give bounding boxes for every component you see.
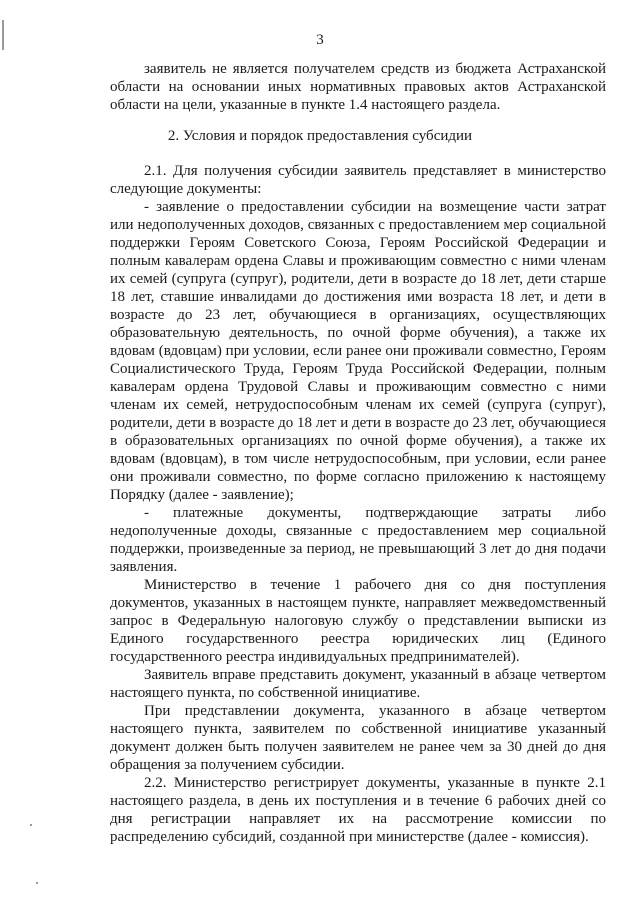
scan-speck xyxy=(30,824,32,826)
paragraph-document-validity: При представлении документа, указанного в абзаце четвертом настоящего пункта, заявителем по собственной инициативе указанный документ должен быть получен заявителем не ранее чем за 30 дней до дня обращения за получением субсидии. xyxy=(110,703,606,773)
paragraph-applicant-right: Заявитель вправе представить документ, указанный в абзаце четвертом настоящего пункта, по собственной инициативе. xyxy=(110,667,606,701)
intro-paragraph: заявитель не является получателем средств из бюджета Астраханской области на основании иных нормативных правовых актов Астраханской области на цели, указанные в пункте 1.4 настоящего раздела. xyxy=(110,61,606,113)
paragraph-2-2: 2.2. Министерство регистрирует документы, указанные в пункте 2.1 настоящего раздела, в день их поступления и в течение 6 рабочих дней со дня регистрации направляет их на рассмотрение комиссии по распределению субсидий, созданной при министерстве (далее - комиссия). xyxy=(110,775,606,845)
paragraph-ministry-request: Министерство в течение 1 рабочего дня со дня поступления документов, указанных в настоящем пункте, направляет межведомственный запрос в Федеральную налоговую службу о представлении выписки из Единого государственного реестра юридических лиц (Единого государственного реестра индивидуальных предпринимателей). xyxy=(110,577,606,665)
body-text xyxy=(110,162,606,846)
scan-speck xyxy=(36,882,38,884)
section-heading: 2. Условия и порядок предоставления субсидии xyxy=(167,128,473,144)
page-number: 3 xyxy=(316,32,324,48)
paragraph-2-1: 2.1. Для получения субсидии заявитель представляет в министерство следующие документы: xyxy=(110,163,606,197)
paragraph-payment-docs-item: - платежные документы, подтверждающие затраты либо недополученные доходы, связанные с предоставлением мер социальной поддержки, произведенные за период, не превышающий 3 лет до дня подачи заявления. xyxy=(110,505,606,575)
intro-block xyxy=(110,60,606,114)
paragraph-application-item: - заявление о предоставлении субсидии на возмещение части затрат или недополученных доходов, связанных с предоставлением мер социальной поддержки Героям Советского Союза, Героям Российской Федерации и полным кавалерам ордена Славы и проживающим совместно с ними членам их семей (супруга (супруг), родители, дети в возрасте до 18 лет, дети старше 18 лет, ставшие инвалидами до достижения ими возраста 18 лет, и дети в возрасте до 23 лет, обучающиеся в организациях, осуществляющих образовательную деятельность, по очной форме обучения), а также их вдовам (вдовцам) при условии, если ранее они проживали совместно, Героям Социалистического Труда, Героям Труда Российской Федерации, полным кавалерам ордена Трудовой Славы и проживающим совместно с ними членам их семей, нетрудоспособным членам их семей (супруга (супруг), родители, дети в возрасте до 18 лет и дети в возрасте до 23 лет, обучающиеся в образовательных организациях по очной форме обучения), а также их вдовам (вдовцам), в том числе нетрудоспособным, при условии, если ранее они проживали совместно, по форме согласно приложению к настоящему Порядку (далее - заявление); xyxy=(110,199,606,503)
